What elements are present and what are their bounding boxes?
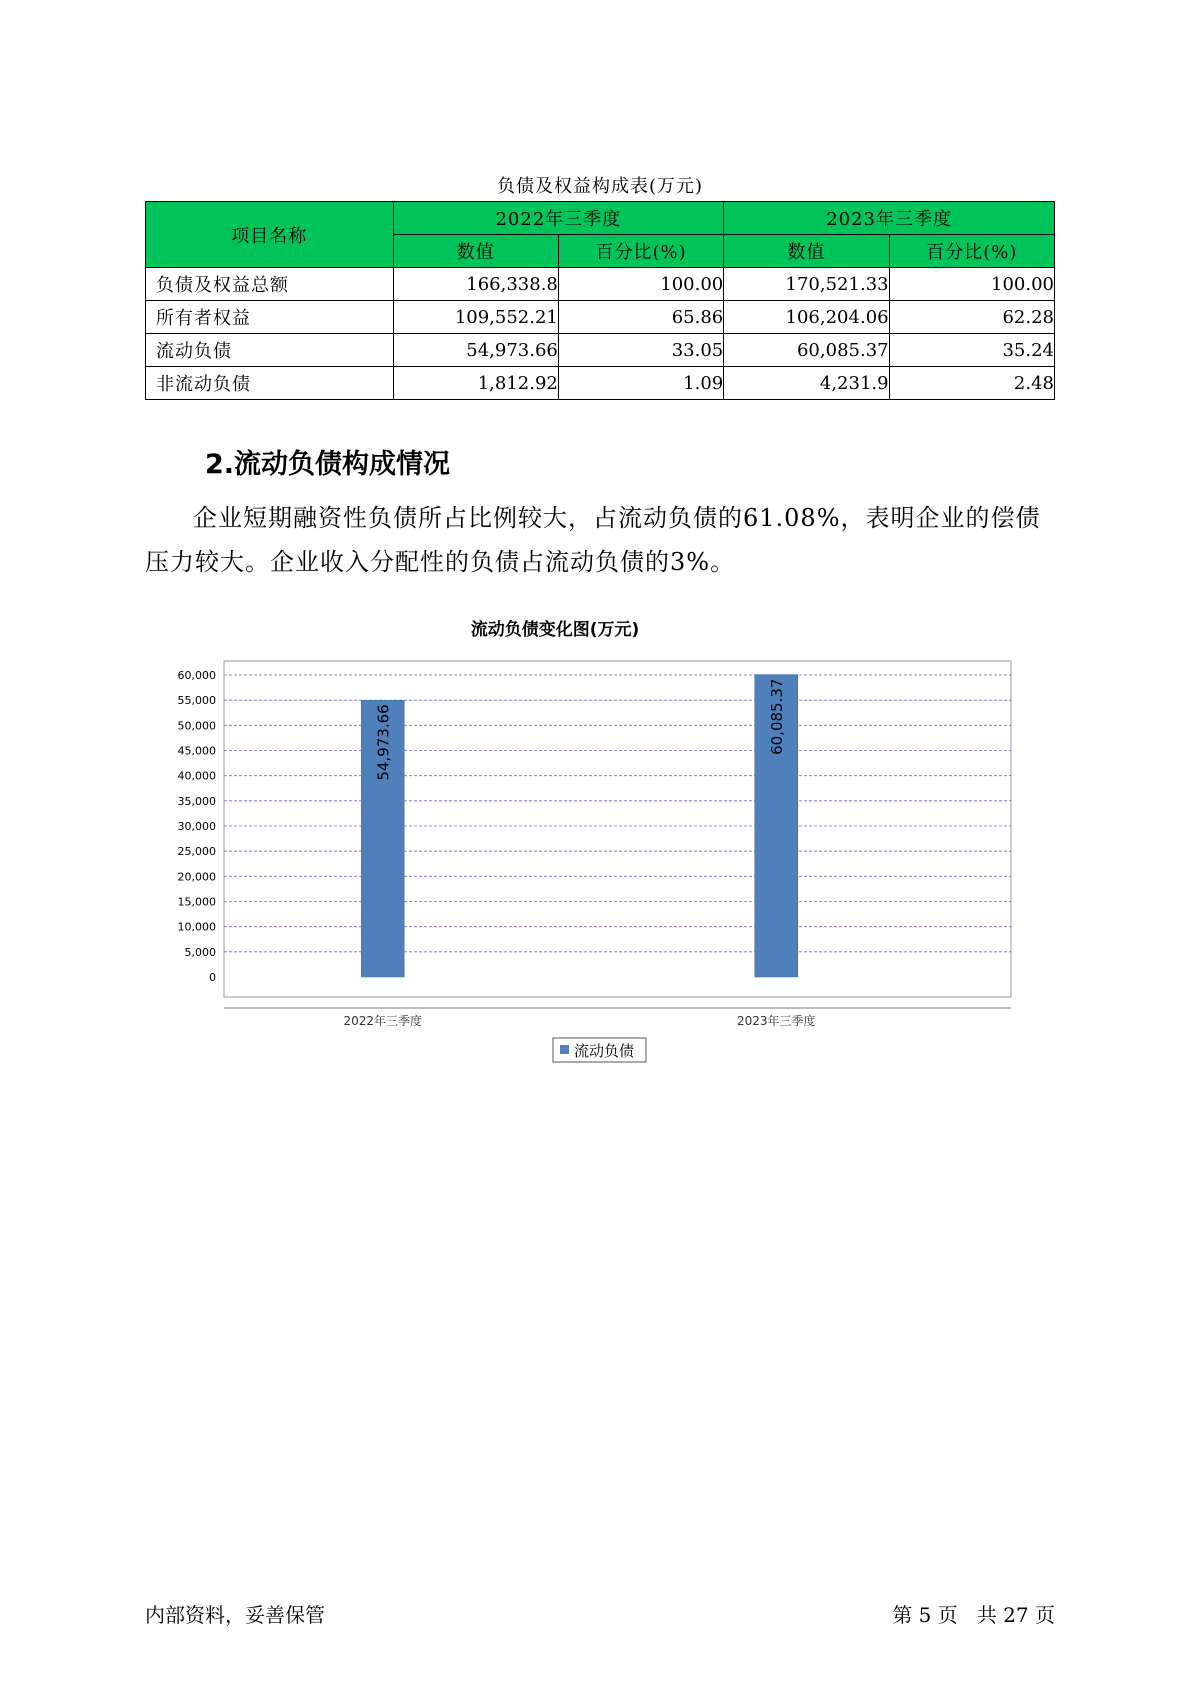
legend-label: 流动负债 [574, 1042, 635, 1060]
y-tick-label: 15,000 [177, 895, 216, 909]
y-tick-label: 50,000 [177, 719, 216, 733]
y-tick-label: 5,000 [184, 945, 216, 959]
row-pct-2023: 62.28 [889, 301, 1054, 334]
table-row [146, 268, 1055, 301]
row-pct-2022: 33.05 [558, 334, 723, 367]
row-pct-2022: 65.86 [558, 301, 723, 334]
footer-page-number: 第 5 页 共 27 页 [892, 1603, 1055, 1627]
row-pct-2023: 35.24 [889, 334, 1054, 367]
y-tick-label: 30,000 [177, 820, 216, 833]
chart-legend [553, 1038, 646, 1062]
y-tick-label: 40,000 [177, 769, 216, 783]
y-tick-label: 10,000 [177, 920, 216, 934]
header-period-2023: 2023年三季度 [724, 202, 1055, 235]
section-title: 2.流动负债构成情况 [205, 449, 451, 480]
current-liabilities-chart [150, 615, 1020, 1075]
row-name: 流动负债 [146, 334, 394, 367]
header-item-name: 项目名称 [146, 202, 394, 268]
y-tick-label: 35,000 [177, 794, 216, 808]
row-value-2022: 1,812.92 [393, 367, 558, 400]
row-value-2022: 166,338.8 [393, 268, 558, 301]
row-pct-2022: 100.00 [558, 268, 723, 301]
row-pct-2023: 100.00 [889, 268, 1054, 301]
plot-area [224, 661, 1011, 997]
row-value-2022: 109,552.21 [393, 301, 558, 334]
table-row [146, 301, 1055, 334]
footer-confidential: 内部资料，妥善保管 [145, 1603, 325, 1627]
x-tick-label: 2022年三季度 [343, 1014, 423, 1028]
header-period-2022: 2022年三季度 [393, 202, 724, 235]
x-tick-label: 2023年三季度 [736, 1014, 816, 1028]
table-caption: 负债及权益构成表(万元) [496, 176, 704, 197]
paragraph-text: 企业短期融资性负债所占比例较大，占流动负债的61.08%，表明企业的偿债压力较大。企业收入分配性的负债占流动负债的3%。 [145, 504, 1041, 576]
section-paragraph [145, 496, 1055, 584]
row-value-2022: 54,973.66 [393, 334, 558, 367]
table-row [146, 334, 1055, 367]
y-tick-label: 20,000 [177, 870, 216, 884]
row-value-2023: 170,521.33 [724, 268, 889, 301]
legend-swatch [560, 1045, 569, 1054]
bar-data-label: 54,973.66 [374, 704, 393, 781]
bar-data-label: 60,085.37 [768, 678, 787, 755]
row-value-2023: 106,204.06 [724, 301, 889, 334]
row-value-2023: 4,231.9 [724, 367, 889, 400]
chart-svg [150, 615, 1020, 1075]
row-pct-2023: 2.48 [889, 367, 1054, 400]
row-name: 所有者权益 [146, 301, 394, 334]
row-name: 非流动负债 [146, 367, 394, 400]
header-pct-2022: 百分比(%) [558, 235, 723, 268]
y-tick-label: 55,000 [177, 694, 216, 708]
row-value-2023: 60,085.37 [724, 334, 889, 367]
header-value-2022: 数值 [393, 235, 558, 268]
chart-title: 流动负债变化图(万元) [470, 620, 640, 640]
liability-equity-table [145, 201, 1055, 400]
header-value-2023: 数值 [724, 235, 889, 268]
y-tick-label: 60,000 [177, 669, 216, 682]
y-tick-label: 25,000 [177, 845, 216, 859]
row-name: 负债及权益总额 [146, 268, 394, 301]
table-row [146, 367, 1055, 400]
y-tick-label: 0 [209, 971, 216, 984]
y-tick-label: 45,000 [177, 744, 216, 758]
header-pct-2023: 百分比(%) [889, 235, 1054, 268]
row-pct-2022: 1.09 [558, 367, 723, 400]
